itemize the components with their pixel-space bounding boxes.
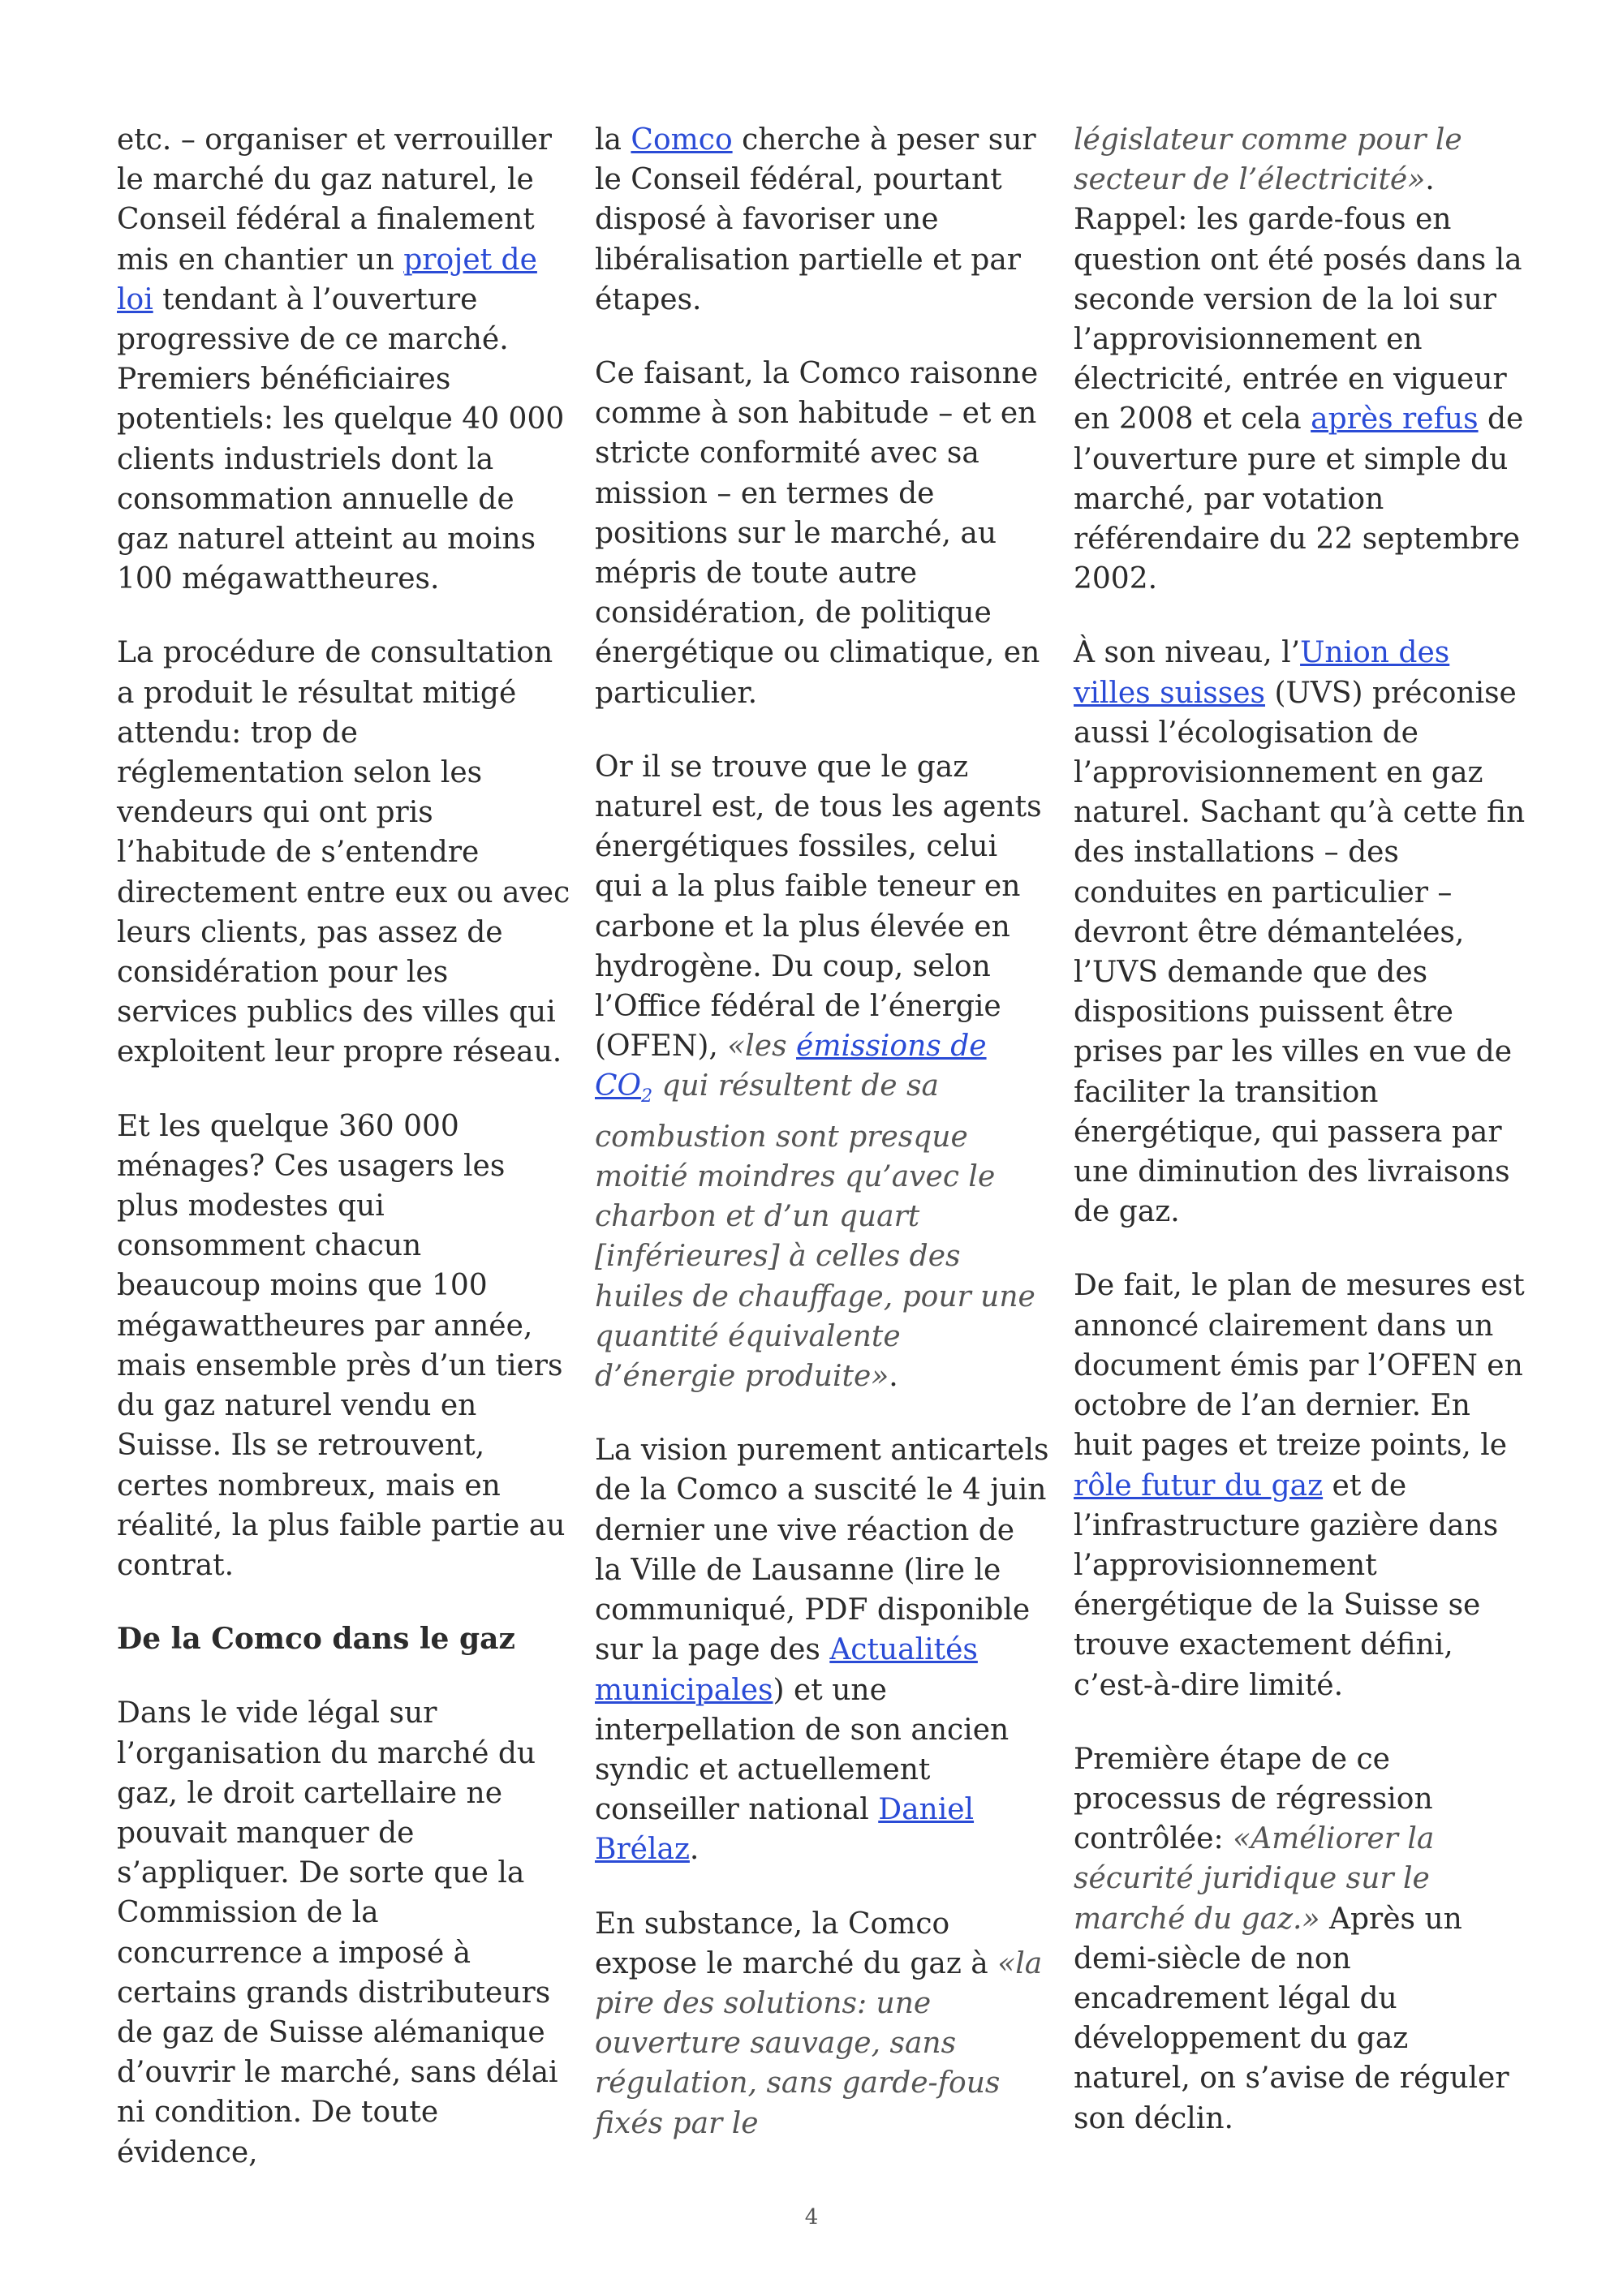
paragraph: La procédure de consultation a produit le résultat mitigé attendu: trop de réglementation selon les vendeurs qui ont pris l’habitude de s’entendre directement entre eux ou avec leurs clients, pas assez de considération pour les services publics des villes qui exploitent leur propre réseau. bbox=[117, 636, 570, 1069]
text: cherche à peser sur le Conseil fédéral, pourtant disposé à favoriser une libéralisation partielle et par étapes. bbox=[595, 123, 1036, 316]
text: Après un demi-siècle de non encadrement légal du développement du gaz naturel, on s’avise de réguler son déclin. bbox=[1074, 1902, 1509, 2135]
link-comco[interactable]: Comco bbox=[631, 123, 733, 157]
text: . bbox=[689, 1833, 700, 1867]
text: tendant à l’ouverture progressive de ce marché. Premiers bénéficiaires potentiels: les quelque 40 000 clients industriels dont la consommation annuelle de gaz naturel atteint au moins 100 mégawattheures. bbox=[117, 282, 565, 596]
page-number: 4 bbox=[804, 2205, 819, 2229]
quotation: «Améliorer la sécurité juridique sur le marché du gaz.» bbox=[1074, 1822, 1435, 1936]
link-text: émissions de CO bbox=[595, 1030, 987, 1103]
text: À son niveau, l’ bbox=[1074, 636, 1301, 670]
subscript: 2 bbox=[641, 1086, 653, 1107]
paragraph: Et les quelque 360 000 ménages? Ces usagers les plus modestes qui consomment chacun beaucoup moins que 100 mégawattheures par année, mais ensemble près d’un tiers du gaz naturel vendu en Suisse. Ils se retrouvent, certes nombreux, mais en réalité, la plus faible partie au contrat. bbox=[117, 1109, 566, 1582]
text: Première étape de ce processus de régression contrôlée: bbox=[1074, 1742, 1433, 1856]
quotation bbox=[595, 1030, 1035, 1393]
quotation: «la pire des solutions: une ouverture sauvage, sans régulation, sans garde-fous fixés par le bbox=[595, 1946, 1043, 2140]
text: et de l’infrastructure gazière dans l’approvisionnement énergétique de la Suisse se trouve exactement défini, c’est-à-dire limité. bbox=[1074, 1468, 1499, 1702]
text: La vision purement anticartels de la Comco a suscité le 4 juin dernier une vive réaction de la Ville de Lausanne (lire le communiqué, PDF disponible sur la page des bbox=[595, 1434, 1049, 1667]
text: . bbox=[889, 1360, 898, 1394]
text: En substance, la Comco expose le marché du gaz à bbox=[595, 1907, 998, 1980]
paragraph: Ce faisant, la Comco raisonne comme à son habitude – et en stricte conformité avec sa mission – en termes de positions sur le marché, au mépris de toute autre considération, de politique énergétique ou climatique, en particulier. bbox=[595, 357, 1040, 710]
text: etc. – organiser et verrouiller le marché du gaz naturel, le Conseil fédéral a finalement mis en chantier un bbox=[117, 123, 552, 277]
text: la bbox=[595, 123, 631, 157]
section-heading: De la Comco dans le gaz bbox=[117, 1622, 515, 1657]
paragraph bbox=[1074, 1739, 1528, 2139]
link-actualites-municipales[interactable]: Actualités municipales bbox=[595, 1633, 978, 1707]
text-column-1 bbox=[117, 120, 571, 2207]
paragraph bbox=[1074, 1266, 1528, 1705]
text: Or il se trouve que le gaz naturel est, de tous les agents énergétiques fossiles, celui qui a la plus faible teneur en carbone et la plus élevée en hydrogène. Du coup, selon l’Office fédéral de l’énergie (OFEN), bbox=[595, 750, 1042, 1064]
link-union-des-villes-suisses[interactable]: Union des villes suisses bbox=[1074, 636, 1450, 710]
text-column-2 bbox=[595, 120, 1049, 2178]
link-projet-de-loi[interactable]: projet de loi bbox=[117, 243, 537, 316]
paragraph bbox=[595, 1430, 1049, 1869]
paragraph bbox=[595, 747, 1049, 1396]
text: De fait, le plan de mesures est annoncé clairement dans un document émis par l’OFEN en octobre de l’an dernier. En huit pages et treize points, le bbox=[1074, 1269, 1525, 1463]
text: . Rappel: les garde-fous en question ont été posés dans la seconde version de la loi sur l’approvisionnement en électricité, entrée en vigueur en 2008 et cela bbox=[1074, 163, 1522, 436]
text: (UVS) préconise aussi l’écologisation de l’approvisionnement en gaz naturel. Sachant qu’à cette fin des installations – des conduites en particulier – devront être démantelées, l’UVS demande que des dispositions puissent être prises par les villes en vue de faciliter la transition énergétique, qui passera par une diminution des livraisons de gaz. bbox=[1074, 676, 1526, 1229]
text: qui résultent de sa combustion sont presque moitié moindres qu’avec le charbon et d’un quart [inférieures] à celles des huiles de chauffage, pour une quantité équivalente d’énergie produite» bbox=[595, 1069, 1035, 1394]
paragraph bbox=[1074, 633, 1528, 1232]
quotation: législateur comme pour le secteur de l’électricité» bbox=[1074, 123, 1462, 197]
text: de l’ouverture pure et simple du marché, par votation référendaire du 22 septembre 2002. bbox=[1074, 402, 1524, 596]
link-apres-refus[interactable]: après refus bbox=[1311, 402, 1479, 436]
link-daniel-brelaz[interactable]: Daniel Brélaz bbox=[595, 1793, 975, 1867]
link-role-futur-du-gaz[interactable]: rôle futur du gaz bbox=[1074, 1468, 1324, 1503]
paragraph bbox=[117, 120, 571, 599]
text: «les bbox=[727, 1030, 797, 1064]
paragraph bbox=[1074, 120, 1528, 599]
paragraph bbox=[595, 120, 1049, 320]
paragraph bbox=[595, 1904, 1049, 2143]
text: ) et une interpellation de son ancien syndic et actuellement conseiller national bbox=[595, 1673, 1010, 1827]
paragraph: Dans le vide légal sur l’organisation du marché du gaz, le droit cartellaire ne pouvait manquer de s’appliquer. De sorte que la Commission de la concurrence a imposé à certains grands distributeurs de gaz de Suisse alémanique d’ouvrir le marché, sans délai ni condition. De toute évidence, bbox=[117, 1696, 558, 2169]
text-column-3 bbox=[1074, 120, 1528, 2173]
